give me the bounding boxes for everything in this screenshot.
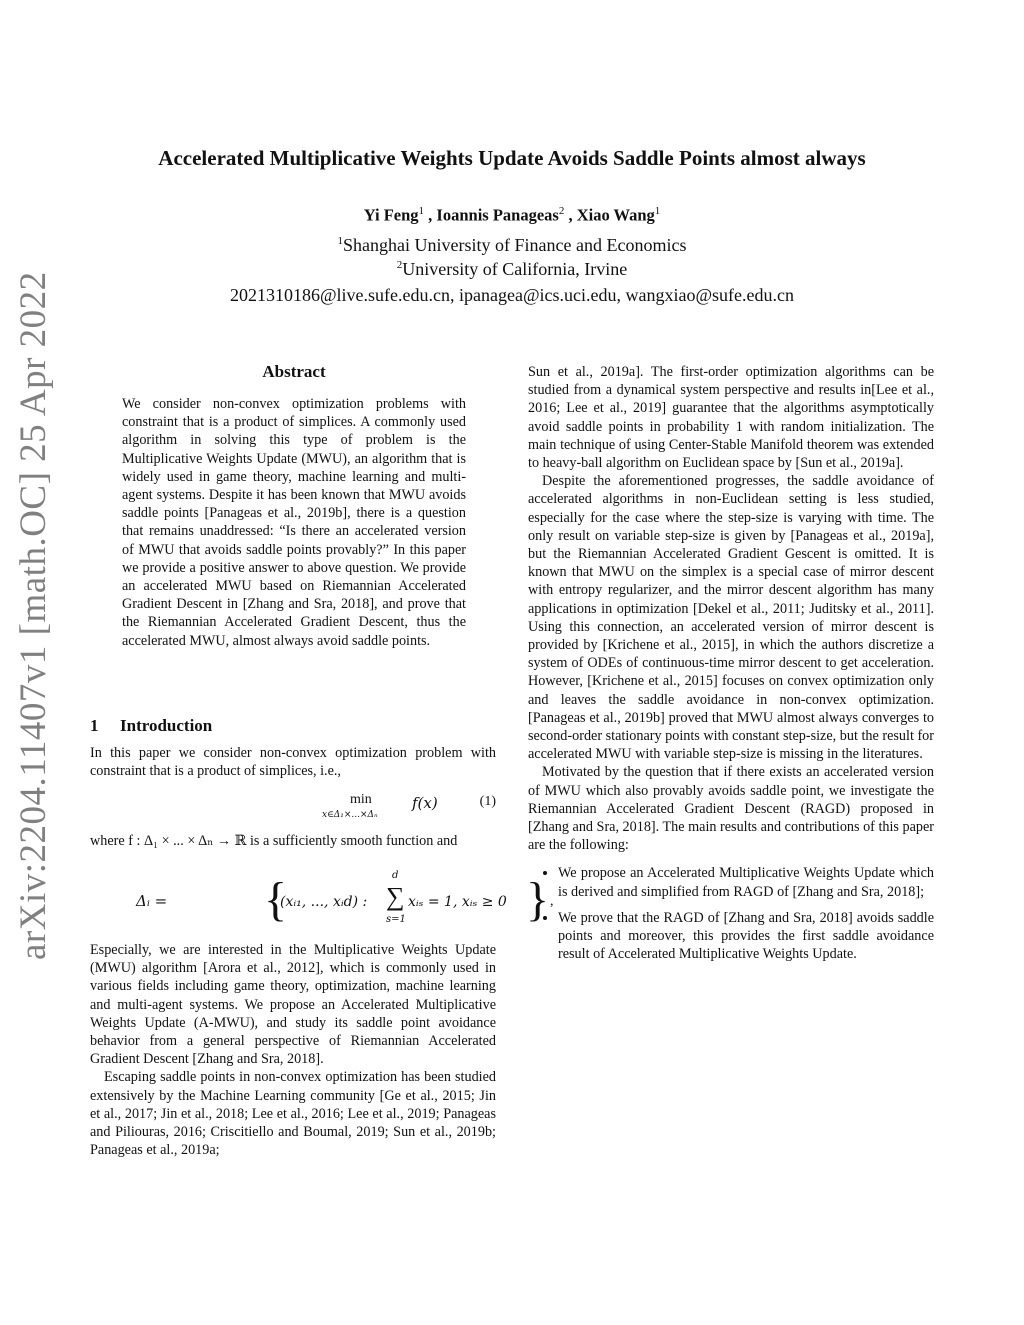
intro-body [90, 941, 496, 1159]
paragraph: Despite the aforementioned progresses, the saddle avoidance of accelerated algorithms in non-Euclidean setting is less studied, especially for the case where the step-size is varying with time. The only result on variable step-size is given by [Panageas et al., 2019a], but the Riemannian Accelerated Gradient Gescent is omitted. It is known that MWU on the simplex is a special case of mirror descent with entropy regularizer, and the mirror descent algorithm has many applications in optimization [Dekel et al., 2011; Juditsky et al., 2011]. Using this connection, an accelerated version of mirror descent is provided by [Krichene et al., 2015], in which the authors discretize a system of ODEs of continuous-time mirror descent to get acceleration. However, [Krichene et al., 2015] focuses on convex optimization only and leaves the saddle avoidance in non-convex optimization. [Panageas et al., 2019b] proved that MWU almost always converges to second-order stationary points with constant step-size, but the result for accelerated MWU with variable step-size is missing in the literatures. [528, 473, 934, 763]
eq-min-operator: min [350, 792, 372, 807]
eq-body: (xᵢ₁, ..., xᵢd) : [280, 894, 368, 910]
author-emails: 2021310186@live.sufe.edu.cn, ipanagea@ics.uci.edu, wangxiao@sufe.edu.cn [229, 285, 795, 305]
affiliation-mark: 1 [337, 235, 344, 247]
abstract-paragraph: We consider non-convex optimization problems with constraint that is a product of simplices. A commonly used algorithm in solving this type of problem is the Multiplicative Weights Update (MWU), an algorithm that is widely used in game theory, machine learning and multi-agent systems. Despite it has been known that MWU avoids saddle points [Panageas et al., 2019b], there is a question that remains unaddressed: “Is there an accelerated version of MWU that avoids saddle points provably?” In this paper we provide a positive answer to above question. We provide an accelerated MWU based on Riemannian Accelerated Gradient Descent in [Zhang and Sra, 2018], and prove that the Riemannian Accelerated Gradient Descent, thus the accelerated MWU, almost always avoid saddle points. [122, 396, 466, 649]
list-item: • We propose an Accelerated Multiplicative Weights Update which is derived and simplified from RAGD of [Zhang and Sra, 2018]; [558, 864, 934, 900]
abstract-heading: Abstract [262, 362, 326, 381]
abstract-text [122, 395, 466, 650]
eq-min-subscript: x∈Δ₁×...×Δₙ [322, 810, 378, 820]
author-name: Ioannis Panageas [436, 205, 559, 225]
author-name: Yi Feng [363, 205, 419, 225]
section-heading [90, 716, 212, 736]
author-affil-mark: 2 [558, 205, 565, 217]
intro-paragraph [90, 832, 496, 850]
equation-1 [90, 790, 496, 830]
section-title: Introduction [120, 716, 213, 735]
equation-number: (1) [479, 794, 496, 809]
paragraph: Sun et al., 2019a]. The first-order optimization algorithms can be studied from a dynamical system perspective and results in[Lee et al., 2016; Lee et al., 2019] guarantee that the algorithms asymptotically avoid saddle points in probability 1 with random initialization. The main technique of using Center-Stable Manifold theorem was extended to heavy-ball algorithm on Euclidean space by [Sun et al., 2019a]. [528, 364, 934, 472]
author-affil-mark: 1 [418, 205, 425, 217]
eq-tail: , [550, 894, 554, 909]
author-affil-mark: 1 [654, 205, 661, 217]
affiliation-mark: 2 [396, 259, 403, 271]
arxiv-stamp: arXiv:2204.11407v1 [math.OC] 25 Apr 2022 [13, 271, 54, 960]
eq-objective: f(x) [412, 794, 438, 812]
sum-icon: ∑ [386, 882, 405, 911]
affiliation-text: Shanghai University of Finance and Economics [343, 235, 687, 255]
affiliation-text: University of California, Irvine [402, 259, 628, 279]
paragraph: Motivated by the question that if there exists an accelerated version of MWU which also provably avoids saddle point, we investigate the Riemannian Accelerated Gradient Descent (RAGD) proposed in [Zhang and Sra, 2018]. The main results and contributions of this paper are the following: [528, 764, 934, 854]
eq-lhs: Δᵢ = [136, 892, 168, 910]
affiliation [90, 235, 934, 256]
paragraph: where f : Δ₁ × ... × Δₙ → ℝ is a sufficiently smooth function and [90, 833, 458, 849]
paragraph: Especially, we are interested in the Multiplicative Weights Update (MWU) algorithm [Arora et al., 2012], which is commonly used in various fields including game theory, optimization, machine learning and multi-agent systems. We propose an Accelerated Multiplicative Weights Update (A-MWU), and study its saddle point avoidance behavior from a general perspective of Riemannian Accelerated Gradient Descent [Zhang and Sra, 2018]. [90, 942, 496, 1068]
right-brace-icon: } [526, 873, 550, 926]
list-item: • We prove that the RAGD of [Zhang and Sra, 2018] avoids saddle points and moreover, this provides the first saddle avoidance result of Accelerated Multiplicative Weights Update. [558, 909, 934, 964]
contribution-list [528, 864, 934, 963]
equation-simplex [90, 870, 554, 934]
right-column [528, 363, 934, 972]
paragraph: In this paper we consider non-convex optimization problem with constraint that is a product of simplices, i.e., [90, 745, 496, 780]
left-brace-icon: { [264, 873, 288, 926]
paragraph: Escaping saddle points in non-convex optimization has been studied extensively by the Machine Learning community [Ge et al., 2015; Jin et al., 2017; Jin et al., 2018; Lee et al., 2016; Lee et al., 2019; Panageas and Piliouras, 2016; Criscitiello and Boumal, 2019; Sun et al., 2019b; Panageas et al., 2019a; [90, 1069, 496, 1159]
affiliation [90, 259, 934, 280]
section-number: 1 [90, 716, 99, 735]
paper-title: Accelerated Multiplicative Weights Update Avoids Saddle Points almost always [158, 146, 866, 170]
eq-sum-lower: s=1 [386, 914, 406, 925]
eq-constraint: xᵢₛ = 1, xᵢₛ ≥ 0 [408, 894, 507, 910]
eq-sum-upper: d [392, 870, 399, 881]
author-name: Xiao Wang [576, 205, 655, 225]
intro-paragraph [90, 744, 496, 780]
author-list: Yi Feng$^1$ , Ioannis Panageas$^2$ , Xiao Wang$^1$ [363, 205, 661, 225]
